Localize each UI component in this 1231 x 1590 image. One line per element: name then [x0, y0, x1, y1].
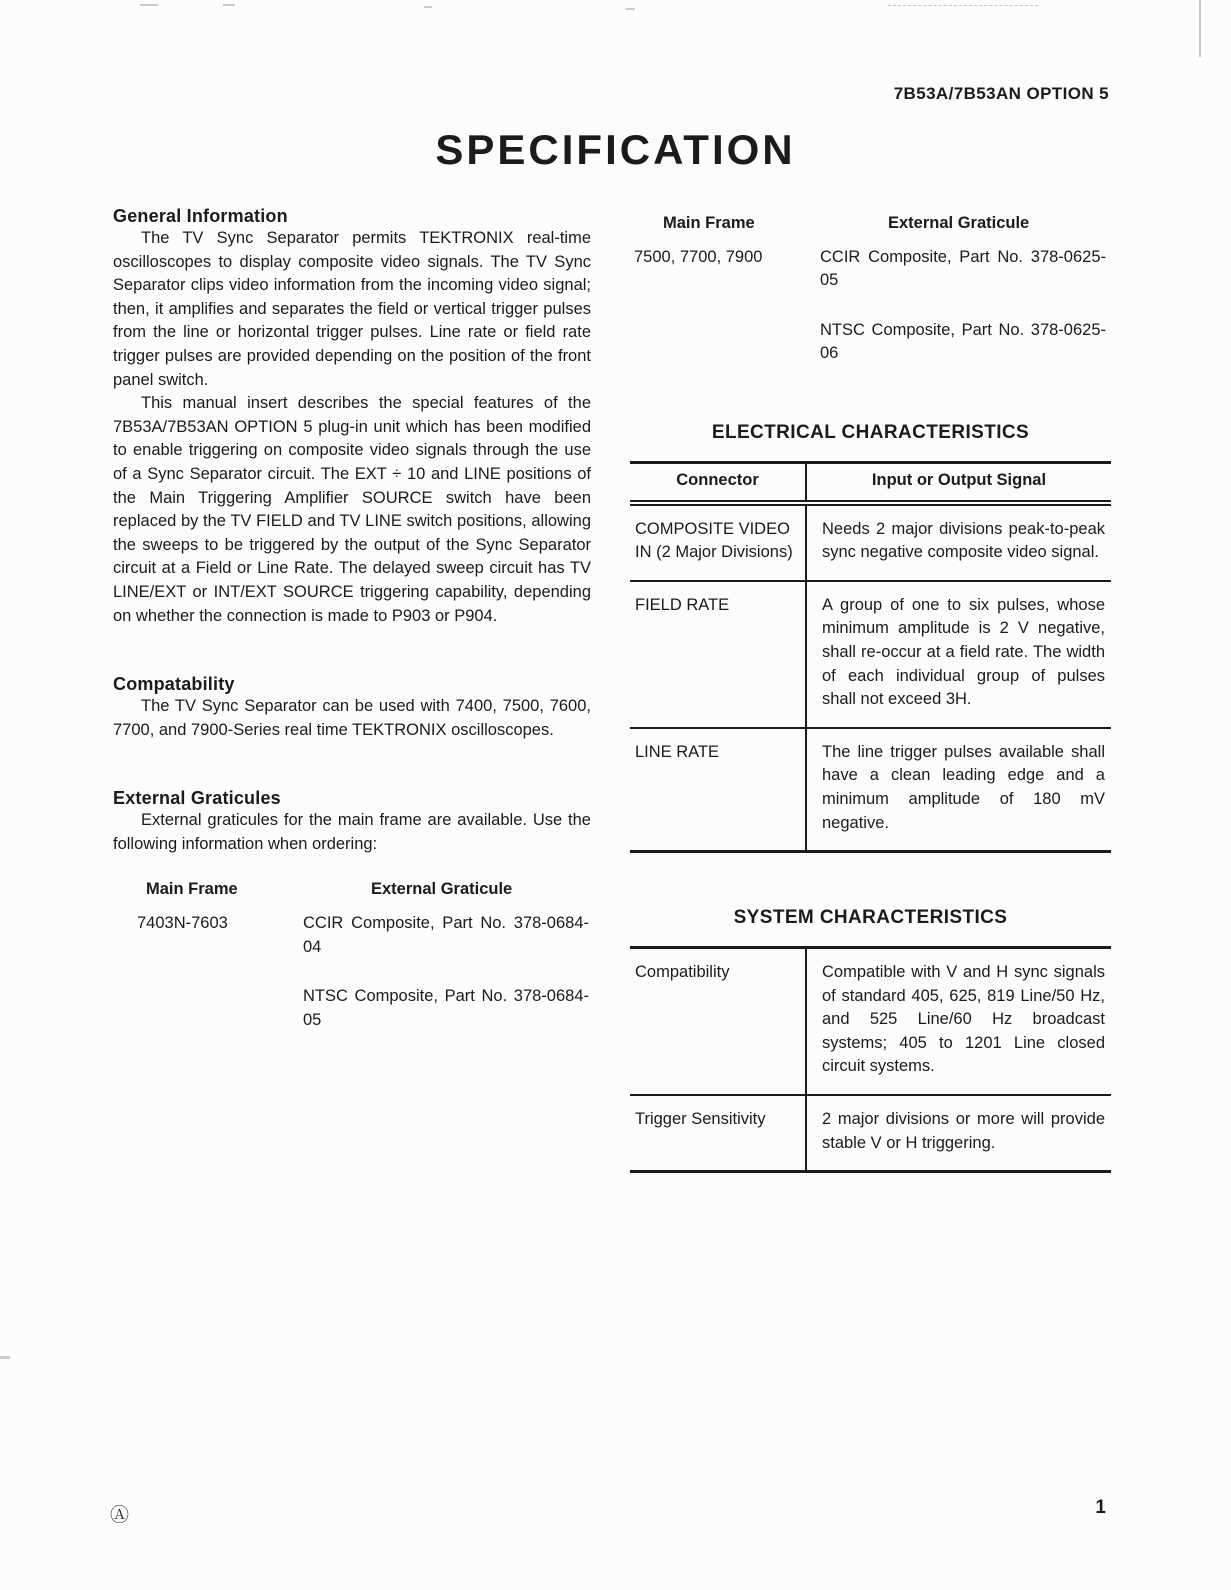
table-row — [630, 506, 1111, 582]
signal-cell: A group of one to six pulses, whose minimum amplitude is 2 V negative, shall re-occur at a field rate. The width of each individual group of pulses shall not exceed 3H. — [822, 595, 1105, 709]
table-row — [630, 319, 1111, 366]
column-header-main-frame: Main Frame — [663, 214, 755, 232]
page-number: 1 — [1095, 1497, 1106, 1518]
table-row — [630, 949, 1111, 1096]
value-cell: 2 major divisions or more will provide stable V or H triggering. — [822, 1110, 1105, 1152]
column-header-input-output-signal: Input or Output Signal — [871, 470, 1047, 489]
table-row — [630, 1096, 1111, 1170]
system-characteristics-table — [630, 946, 1111, 1173]
heading-general-information: General Information — [113, 206, 288, 226]
heading-compatability: Compatability — [113, 674, 235, 695]
connector-cell: LINE RATE — [630, 729, 807, 850]
heading-electrical-characteristics: ELECTRICAL CHARACTERISTICS — [711, 421, 1030, 443]
graticule-cell: CCIR Composite, Part No. 378-0684-04 — [303, 914, 589, 956]
paragraph-general-information-2: This manual insert describes the special features of the 7B53A/7B53AN OPTION 5 plug-in unit which has been modified to enable triggering on composite video signals through the use of a Sync Separator circuit. The EXT ÷ 10 and LINE positions of the Main Triggering Amplifier SOURCE switch have been replaced by the TV FIELD and TV LINE switch positions, allowing the sweeps to be triggered by the output of the Sync Separator circuit at a Field or Line Rate. The delayed sweep circuit has TV LINE/EXT or INT/EXT SOURCE triggering capability, depending on whether the connection is made to P903 or P904. — [113, 394, 591, 625]
characteristic-cell: Trigger Sensitivity — [630, 1096, 807, 1170]
table-row — [113, 912, 591, 959]
main-frame-cell — [630, 319, 820, 366]
column-header-connector: Connector — [630, 464, 807, 500]
value-cell: Compatible with V and H sync signals of standard 405, 625, 819 Line/50 Hz, and 525 Line/60 Hz broadcast systems; 405 to 1201 Line closed circuit systems. — [822, 963, 1105, 1076]
column-header-external-graticule: External Graticule — [371, 880, 513, 899]
signal-cell: Needs 2 major divisions peak-to-peak sync negative composite video signal. — [822, 519, 1105, 562]
table-row — [630, 246, 1111, 293]
table-header-row — [630, 464, 1111, 506]
graticule-table-right — [630, 212, 1111, 366]
content-columns — [113, 206, 1111, 1173]
heading-system-characteristics: SYSTEM CHARACTERISTICS — [733, 907, 1008, 929]
connector-cell: FIELD RATE — [630, 582, 807, 727]
main-frame-cell: 7403N-7603 — [137, 914, 228, 933]
graticule-table-left — [113, 878, 591, 1032]
left-column — [113, 206, 591, 1032]
column-header-main-frame: Main Frame — [146, 880, 238, 899]
scan-artifact — [140, 4, 158, 6]
scan-artifact — [626, 8, 635, 10]
scan-artifact — [0, 1356, 10, 1359]
scan-artifact — [1199, 0, 1201, 57]
column-header-external-graticule: External Graticule — [888, 214, 1030, 232]
graticule-table-header — [113, 878, 591, 902]
right-column — [630, 206, 1111, 1173]
paragraph-general-information-1: The TV Sync Separator permits TEKTRONIX real-time oscilloscopes to display composite video signals. The TV Sync Separator clips video information from the incoming video signal; then, it amplifies and separates the field or vertical trigger pulses from the line or horizontal trigger pulses. Line rate or field rate trigger pulses are provided depending on the position of the front panel switch. — [113, 229, 591, 389]
graticule-cell: NTSC Composite, Part No. 378-0625-06 — [820, 320, 1106, 363]
scan-artifact — [888, 5, 1038, 6]
page-title: SPECIFICATION — [435, 126, 796, 173]
document-code: 7B53A/7B53AN OPTION 5 — [893, 84, 1109, 103]
scan-artifact — [424, 6, 432, 8]
scan-artifact — [223, 4, 235, 6]
connector-cell: COMPOSITE VIDEO IN (2 Major Divisions) — [630, 506, 807, 580]
paragraph-external-graticules: External graticules for the main frame are available. Use the following information when ordering: — [113, 811, 591, 853]
table-row — [630, 729, 1111, 850]
graticule-table-header — [630, 212, 1111, 236]
paragraph-compatability: The TV Sync Separator can be used with 7400, 7500, 7600, 7700, and 7900-Series real time TEKTRONIX oscilloscopes. — [113, 697, 591, 739]
characteristic-cell: Compatibility — [630, 949, 807, 1094]
heading-external-graticules: External Graticules — [113, 788, 281, 809]
registration-mark: Ⓐ — [110, 1505, 130, 1526]
table-row — [630, 582, 1111, 729]
signal-cell: The line trigger pulses available shall have a clean leading edge and a minimum amplitude of 180 mV negative. — [822, 742, 1105, 832]
main-frame-cell: 7500, 7700, 7900 — [634, 247, 763, 266]
electrical-characteristics-table — [630, 461, 1111, 853]
graticule-cell: NTSC Composite, Part No. 378-0684-05 — [303, 987, 589, 1029]
main-frame-cell — [113, 985, 303, 1032]
graticule-cell: CCIR Composite, Part No. 378-0625-05 — [820, 247, 1106, 290]
table-row — [113, 985, 591, 1032]
